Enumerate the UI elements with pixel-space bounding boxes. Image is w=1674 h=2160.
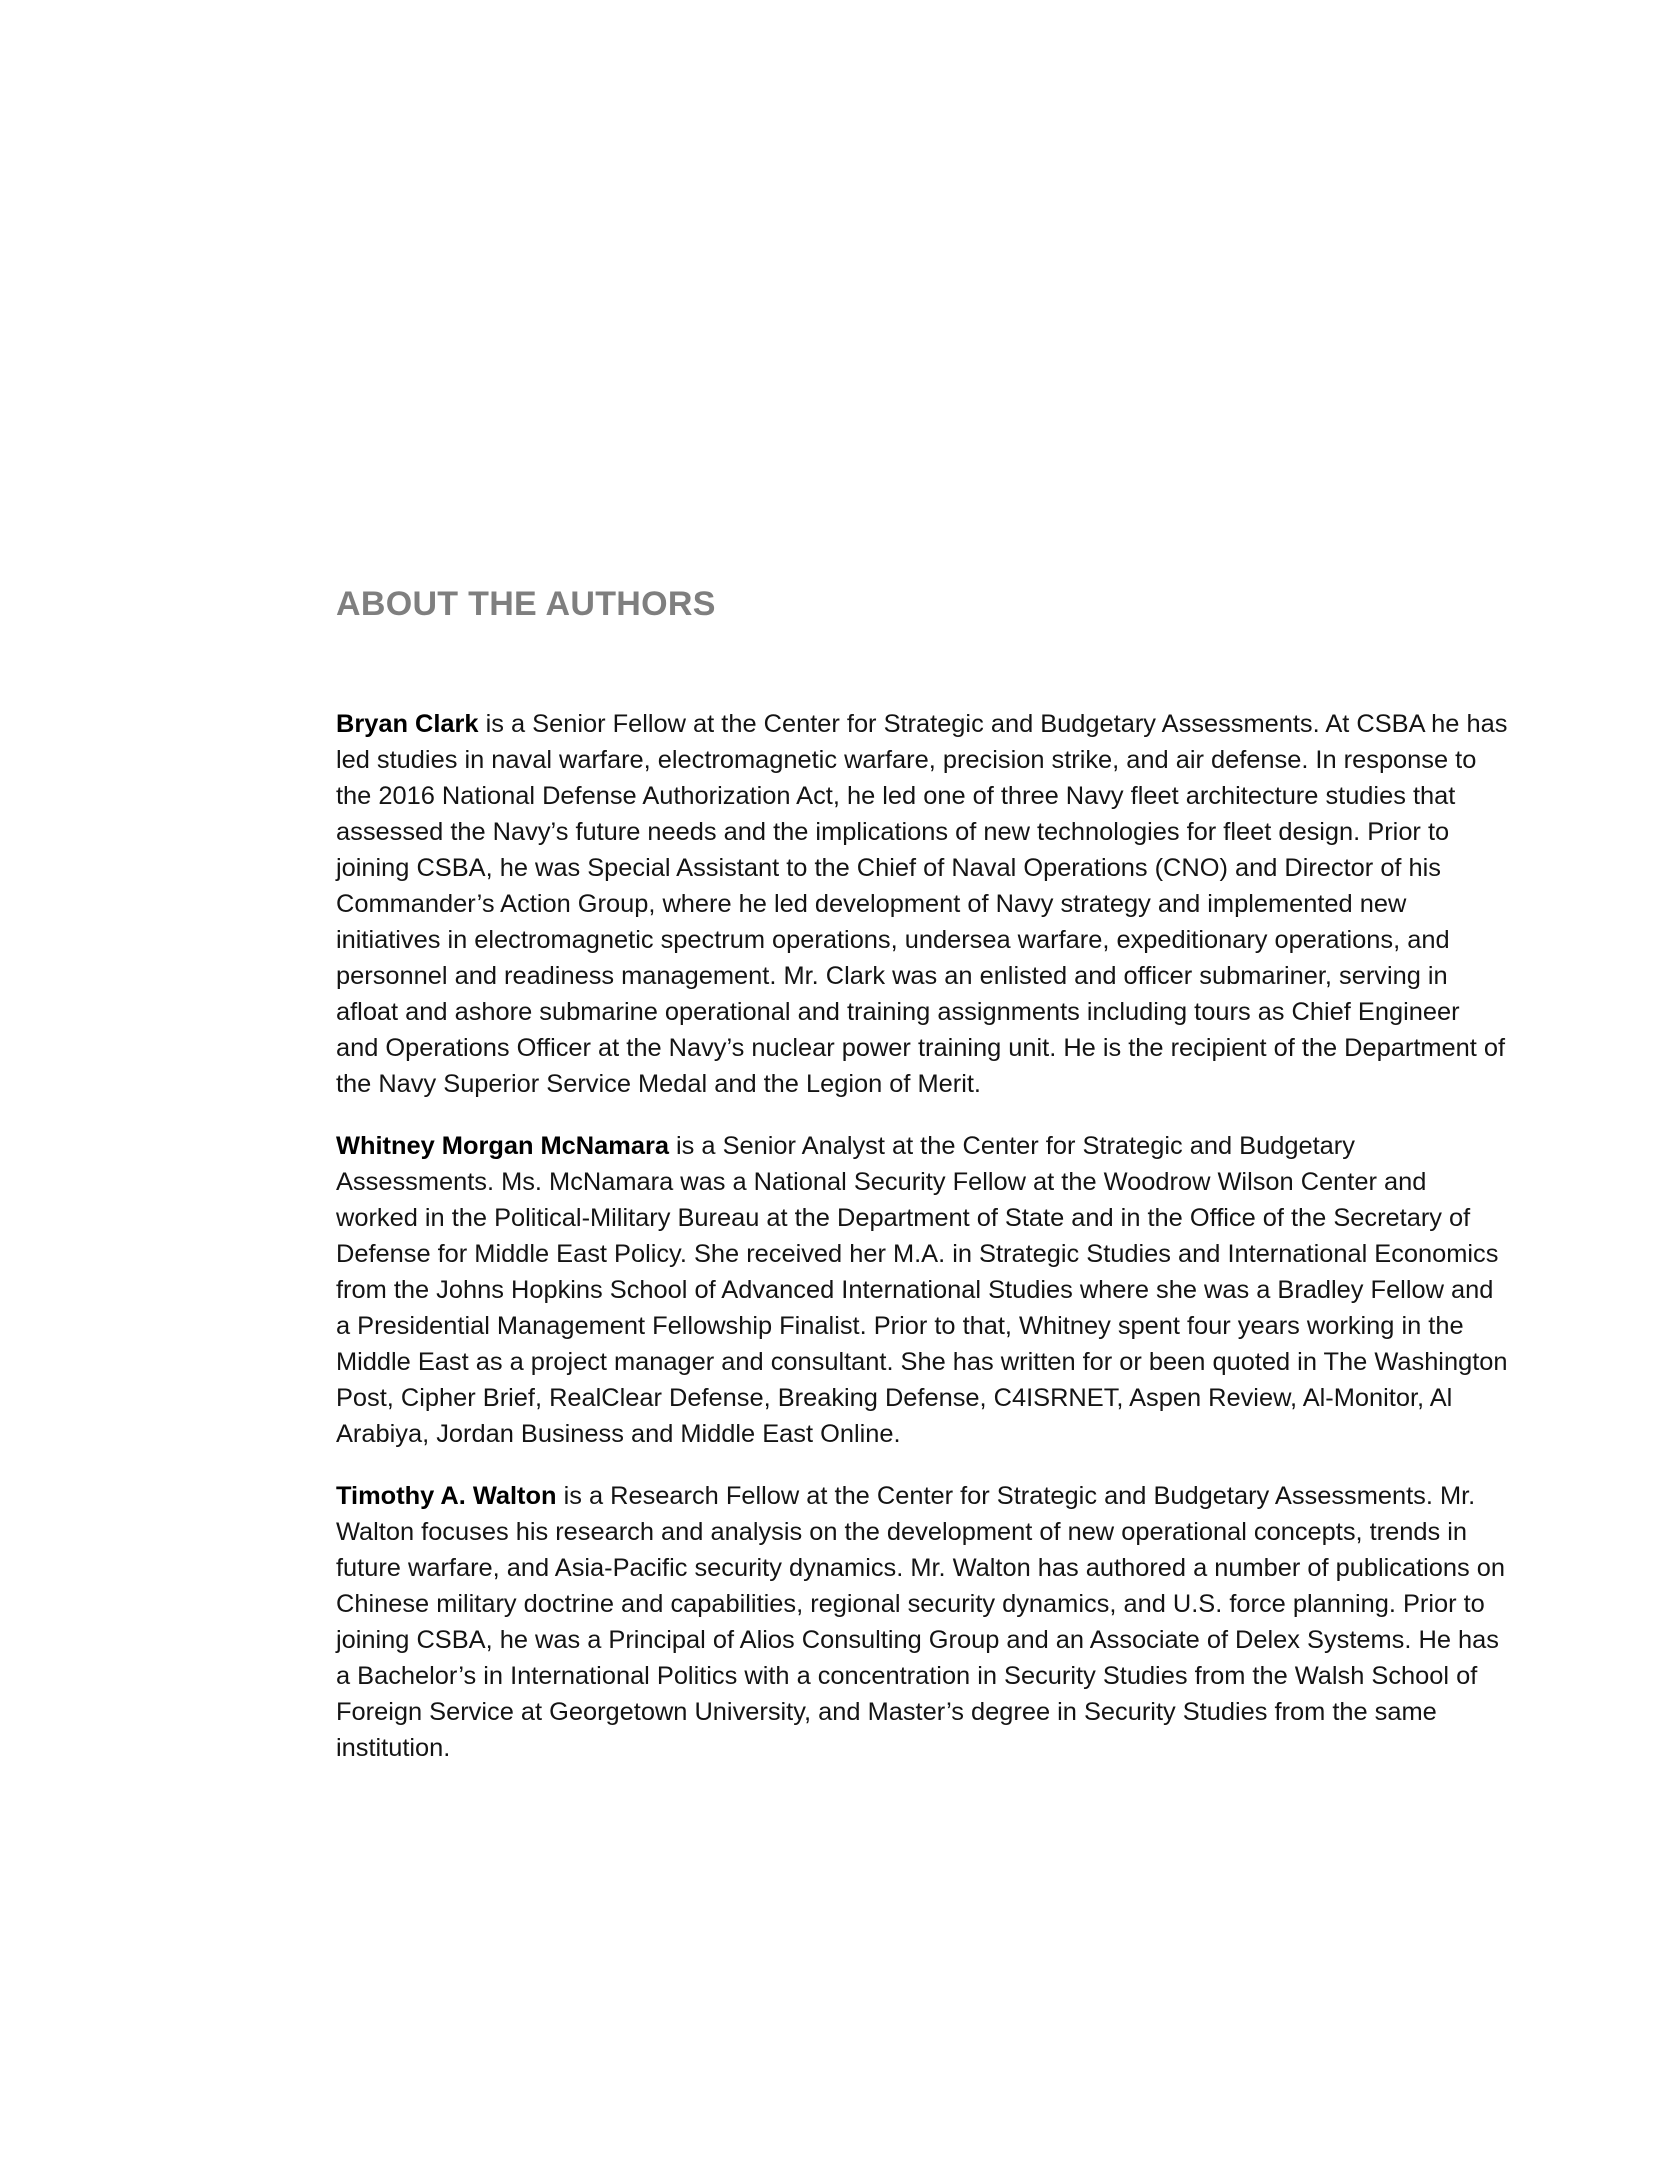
author-bio-clark — [336, 706, 1508, 1102]
author-bio-text: is a Senior Analyst at the Center for Strategic and Budgetary Assessments. Ms. McNamara was a National Security Fellow at the Woodrow Wilson Center and worked in the Political-Military Bureau at the Department of State and in the Office of the Secretary of Defense for Middle East Policy. She received her M.A. in Strategic Studies and International Economics from the Johns Hopkins School of Advanced International Studies where she was a Bradley Fellow and a Presidential Management Fellowship Finalist. Prior to that, Whitney spent four years working in the Middle East as a project manager and consultant. She has written for or been quoted in The Washington Post, Cipher Brief, RealClear Defense, Breaking Defense, C4ISRNET, Aspen Review, Al-Monitor, Al Arabiya, Jordan Business and Middle East Online. — [336, 1132, 1508, 1448]
author-name: Timothy A. Walton — [336, 1482, 557, 1510]
section-title: ABOUT THE AUTHORS — [336, 585, 716, 623]
author-bios — [336, 706, 1508, 1792]
author-bio-text: is a Senior Fellow at the Center for Strategic and Budgetary Assessments. At CSBA he has led studies in naval warfare, electromagnetic warfare, precision strike, and air defense. In response to the 2016 National Defense Authorization Act, he led one of three Navy fleet architecture studies that assessed the Navy’s future needs and the implications of new technologies for fleet design. Prior to joining CSBA, he was Special Assistant to the Chief of Naval Operations (CNO) and Director of his Commander’s Action Group, where he led development of Navy strategy and implemented new initiatives in electromagnetic spectrum operations, undersea warfare, expeditionary operations, and personnel and readiness management. Mr. Clark was an enlisted and officer submariner, serving in afloat and ashore submarine operational and training assignments including tours as Chief Engineer and Operations Officer at the Navy’s nuclear power training unit. He is the recipient of the Department of the Navy Superior Service Medal and the Legion of Merit. — [336, 710, 1508, 1098]
author-bio-text: is a Research Fellow at the Center for Strategic and Budgetary Assessments. Mr. Walton focuses his research and analysis on the development of new operational concepts, trends in future warfare, and Asia-Pacific security dynamics. Mr. Walton has authored a number of publications on Chinese military doctrine and capabilities, regional security dynamics, and U.S. force planning. Prior to joining CSBA, he was a Principal of Alios Consulting Group and an Associate of Delex Systems. He has a Bachelor’s in International Politics with a concentration in Security Studies from the Walsh School of Foreign Service at Georgetown University, and Master’s degree in Security Studies from the same institution. — [336, 1482, 1506, 1762]
author-bio-mcnamara — [336, 1128, 1508, 1452]
author-name: Bryan Clark — [336, 710, 479, 738]
author-name: Whitney Morgan McNamara — [336, 1132, 669, 1160]
author-bio-walton — [336, 1478, 1508, 1766]
